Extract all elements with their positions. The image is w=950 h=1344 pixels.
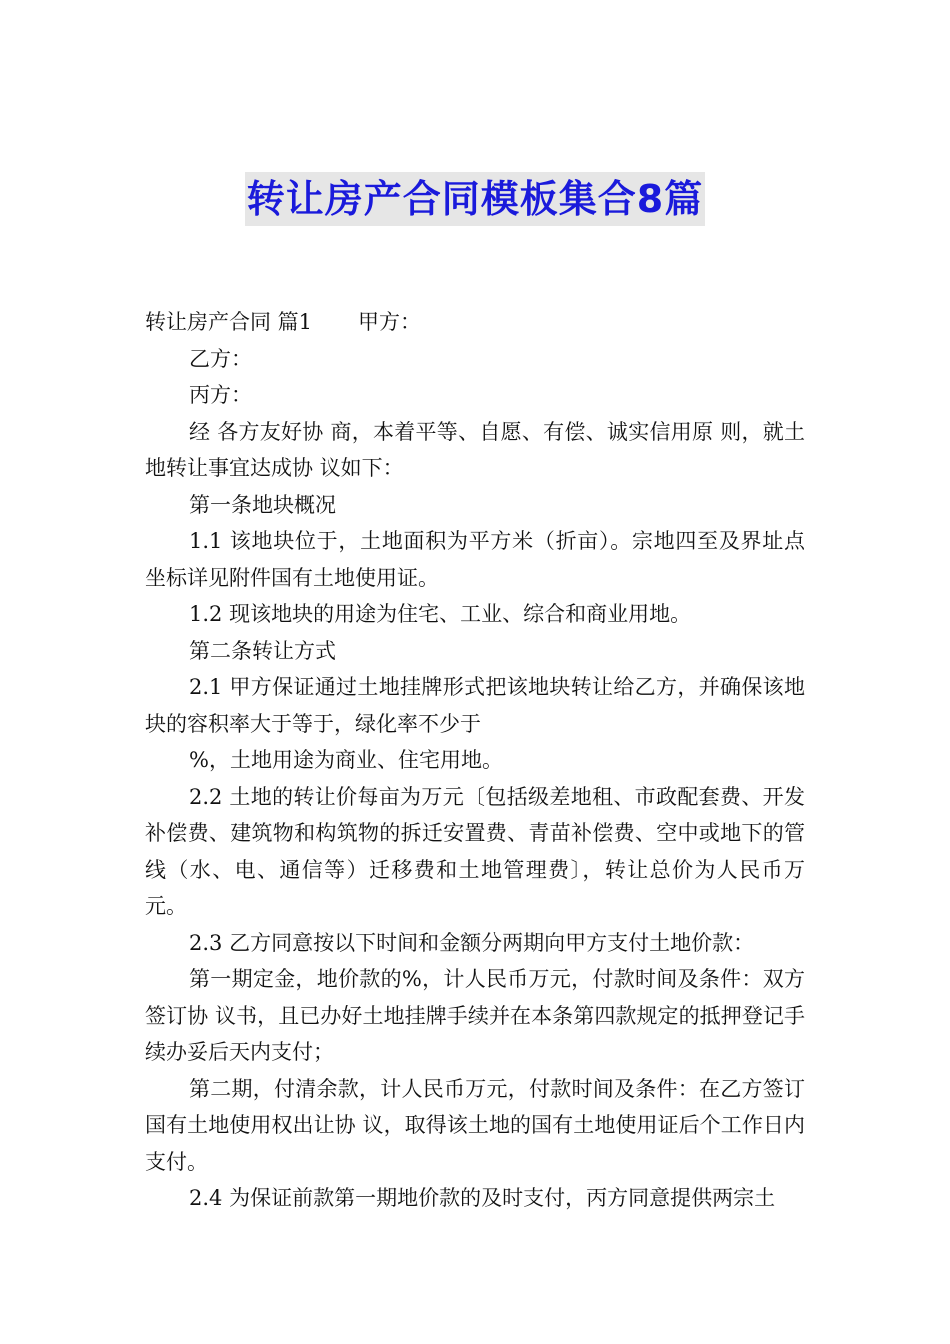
party-b-label: 乙方： bbox=[189, 346, 252, 371]
document-title: 转让房产合同模板集合8篇 bbox=[245, 172, 705, 226]
clause-1-2: 1.2 现该地块的用途为住宅、工业、综合和商业用地。 bbox=[189, 602, 692, 626]
clause-2-3: 2.3 乙方同意按以下时间和金额分两期向甲方支付土地价款： bbox=[189, 930, 755, 955]
clause-1-1: 1.1 该地块位于，土地面积为平方米（折亩）。宗地四至及界址点坐标详见附件国有土地使用证。 bbox=[145, 529, 805, 590]
article-1-heading: 第一条地块概况 bbox=[189, 492, 336, 517]
article-2-heading: 第二条转让方式 bbox=[189, 638, 336, 663]
payment-phase-1: 第一期定金，地价款的%，计人民币万元，付款时间及条件：双方签订协 议书，且已办好土地挂牌手续并在本条第四款规定的抵押登记手续办妥后天内支付； bbox=[145, 967, 805, 1064]
payment-phase-2: 第二期，付清余款，计人民币万元，付款时间及条件：在乙方签订国有土地使用权出让协 议，取得该土地的国有土地使用证后个工作日内支付。 bbox=[145, 1076, 805, 1174]
party-a-label: 甲方： bbox=[358, 310, 422, 334]
clause-2-1: 2.1 甲方保证通过土地挂牌形式把该地块转让给乙方，并确保该地块的容积率大于等于，绿化率不少于 bbox=[145, 675, 805, 736]
section-heading-label: 转让房产合同 篇1 bbox=[145, 310, 313, 334]
title-container bbox=[0, 172, 950, 226]
preamble-paragraph: 经 各方友好协 商，本着平等、自愿、有偿、诚实信用原 则，就土地转让事宜达成协 议如下： bbox=[145, 419, 805, 480]
clause-2-4: 2.4 为保证前款第一期地价款的及时支付，丙方同意提供两宗土 bbox=[189, 1186, 776, 1210]
party-c-label: 丙方： bbox=[189, 383, 252, 407]
clause-2-2: 2.2 土地的转让价每亩为万元〔包括级差地租、市政配套费、开发补偿费、建筑物和构筑物的拆迁安置费、青苗补偿费、空中或地下的管线（水、电、通信等）迁移费和土地管理费〕，转让总价为人民币万元。 bbox=[145, 784, 805, 918]
section-heading-line bbox=[145, 304, 805, 341]
clause-2-1-continued: %，土地用途为商业、住宅用地。 bbox=[189, 748, 503, 772]
document-body bbox=[145, 304, 805, 1217]
